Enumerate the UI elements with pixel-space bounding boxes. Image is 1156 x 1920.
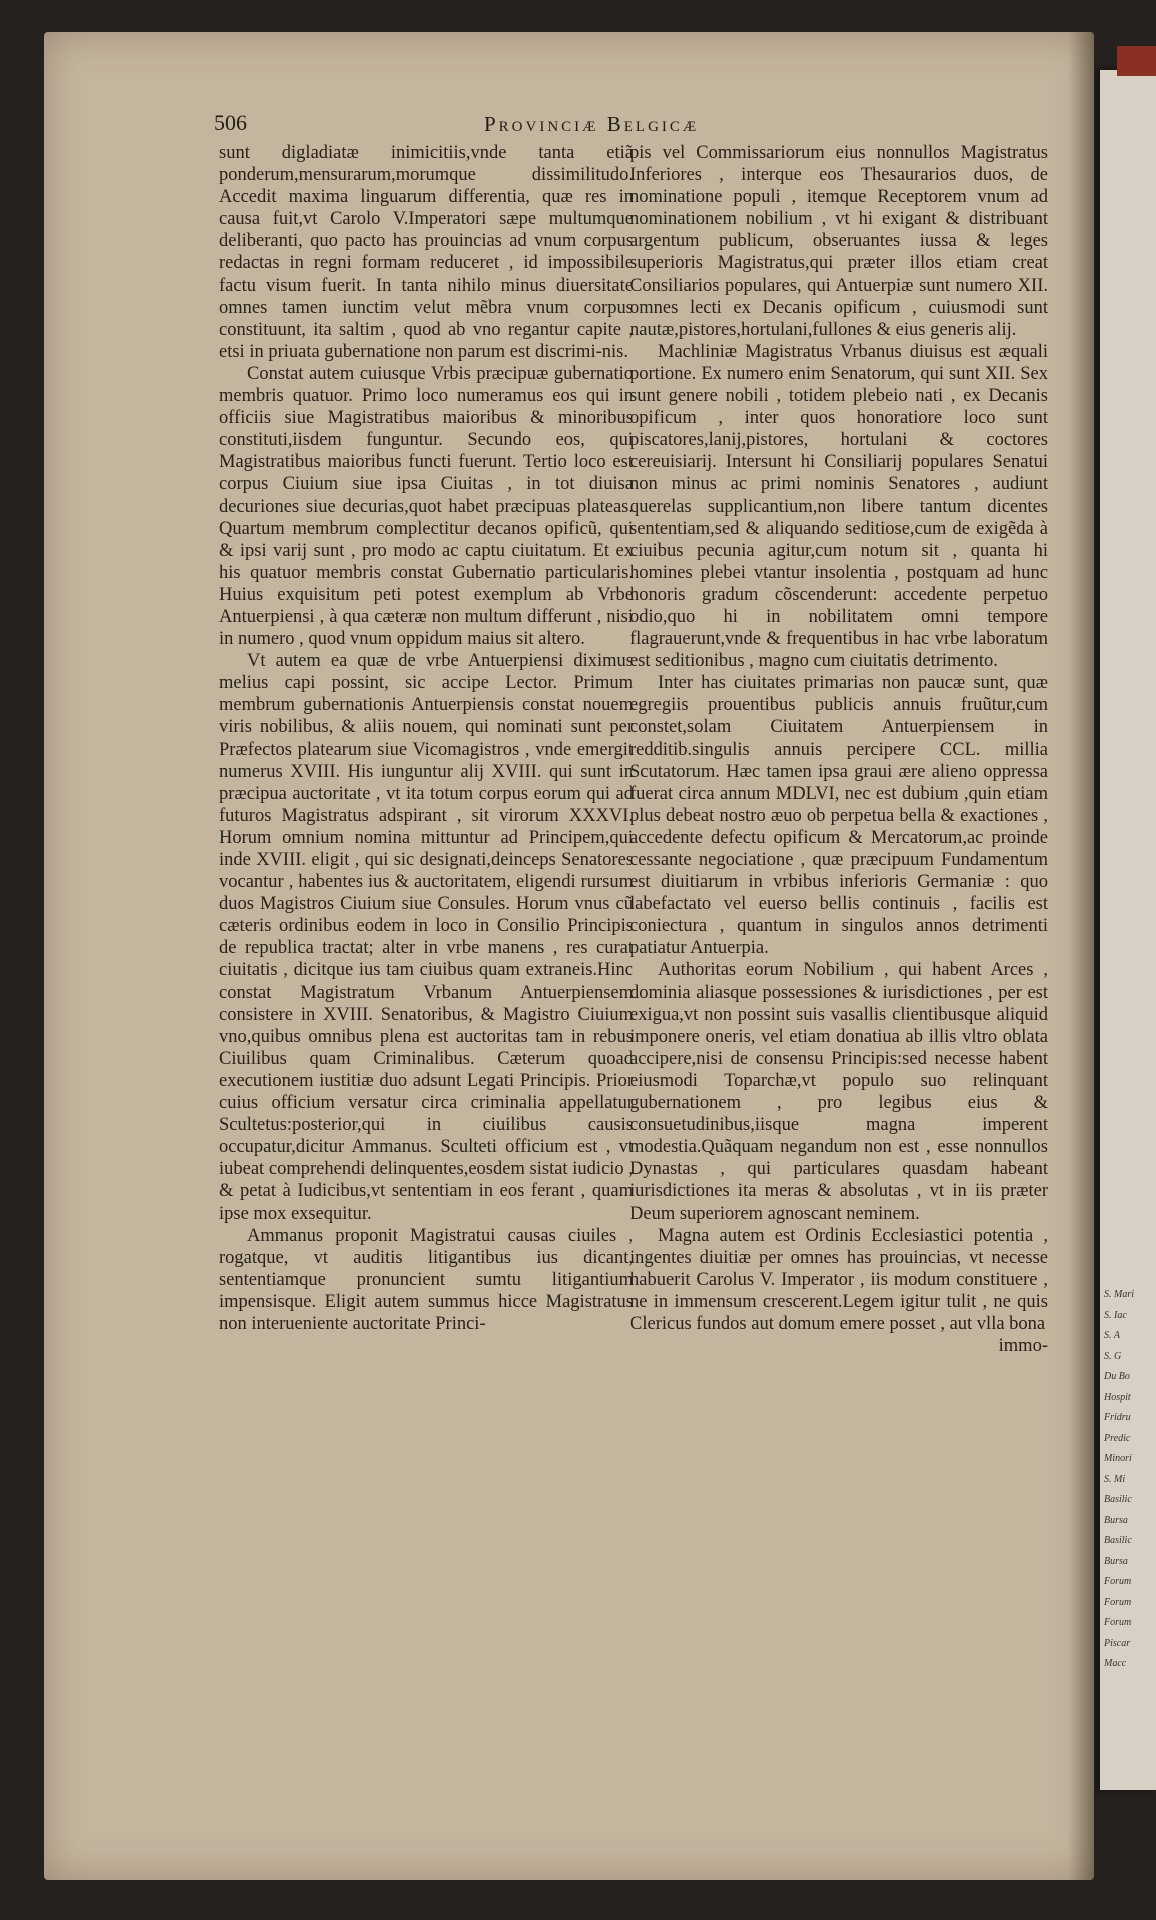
paragraph: Inter has ciuitates primarias non paucæ sunt, quæ egregiis prouentibus publicis annuis fruũtur,cum constet,solam Ciuitatem Antuerpiensem in redditib.singulis annuis percipere CCL. millia Scutatorum. Hæc tamen ipsa graui ære alieno oppressa fuerat circa annum MDLVI, nec est dubium ,quin etiam plus debeat nostro æuo ob perpetua bella & exactiones , accedente defectu opificum & Mercatorum,ac proinde cessante negociatione , quæ præcipuum Fundamentum est diuitiarum in vrbibus inferioris Germaniæ : quo labefactato vel euerso bellis continuis , facilis est coniectura , quantum in singulos annos detrimenti patiatur Antuerpia. [630,673,1048,959]
paragraph: Constat autem cuiusque Vrbis præcipuæ gubernatio membris quatuor. Primo loco numeramus eos qui in officiis siue Magistratibus maioribus & minoribus constituti,iisdem funguntur. Secundo eos, qui Magistratibus maioribus functi fuerunt. Tertio loco est corpus Ciuium siue ipsa Ciuitas , in tot diuisa decuriones siue decurias,quot habet præcipuas plateas. Quartum membrum complectitur decanos opificũ, qui & ipsi varij sunt , pro modo ac captu ciuitatum. Et ex his quatuor membris constat Gubernatio particularis. Huius exquisitum peti potest exemplum ab Vrbe Antuerpiensi , à qua cæteræ non multum differunt , nisi in numero , quod vnum oppidum maius sit altero. [219,363,633,650]
margin-note: S. Mi [1104,1473,1126,1485]
margin-note: Forum [1104,1596,1132,1608]
paragraph: pis vel Commissariorum eius nonnullos Magistratus Inferiores , interque eos Thesaurarios duos, de nominatione populi , itemque Receptorem vnum ad nominationem nobilium , vt hi exigant & distribuant argentum publicum, obseruantes iussa & leges superioris Magistratus,qui præter illos etiam creat Consiliarios populares, qui Antuerpiæ sunt numero XII. omnes lecti ex Decanis opificum , cuiusmodi sunt nautæ,pistores,hortulani,fullones & eius generis alij. [630,143,1048,340]
paragraph: Magna autem est Ordinis Ecclesiastici potentia , ingentes diuitiæ per omnes has prouincias, vt necesse habuerit Carolus V. Imperator , iis modum constituere , ne in immensum crescerent.Legem igitur tulit , ne quis Clericus fundos aut domum emere posset , aut vlla bona [630,1225,1048,1334]
paragraph: Vt autem ea quæ de vrbe Antuerpiensi diximus melius capi possint, sic accipe Lector. Primum membrum gubernationis Antuerpiensis constat nouem viris nobilibus, & aliis nouem, qui nominati sunt per Præfectos platearum siue Vicomagistros , vnde emergit numerus XVIII. His iunguntur alij XVIII. qui sunt in præcipua auctoritate , vt ita totum corpus eorum qui ad futuros Magistratus adspirant , sit virorum XXXVI. Horum omnium nomina mittuntur ad Principem,qui inde XVIII. eligit , qui sic designati,deinceps Senatores vocantur , habentes ius & auctoritatem, eligendi rursum duos Magistros Ciuium siue Consules. Horum vnus cũ cæteris ordinibus eodem in loco in Consilio Principis de republica tractat; alter in vrbe manens , res curat ciuitatis , dicitque ius tam ciuibus quam extraneis.Hinc constat Magistratum Vrbanum Antuerpiensem consistere in XVIII. Senatoribus, & Magistro Ciuium vno,quibus omnibus plena est auctoritas tam in rebus Ciuilibus quam Criminalibus. Cæterum quoad executionem iustitiæ duo adsunt Legati Principis. Prior cuius officium versatur circa criminalia appellatur Scultetus:posterior,qui in ciuilibus causis occupatur,dicitur Ammanus. Sculteti officium est , vt iubeat comprehendi delinquentes,eosdem sistat iudicio , & petat à Iudicibus,vt sententiam in eos ferant , quam ipse mox exsequitur. [219,651,633,1224]
margin-note: Hospit [1104,1391,1131,1403]
margin-note: Macc [1104,1658,1127,1669]
paragraph: Machliniæ Magistratus Vrbanus diuisus est æquali portione. Ex numero enim Senatorum, qui sunt XII. Sex sunt genere nobili , totidem plebeio nati , ex Decanis opificum , inter quos honoratiore loco sunt piscatores,lanij,pistores, hortulani & coctores cereuisiarij. Intersunt hi Consiliarij populares Senatui non minus ac primi nominis Senatores , audiunt querelas supplicantium,non libere tantum dicentes sententiam,sed & aliquando seditiose,cum de exigẽda à ciuibus pecunia agitur,cum notum sit , quanta hi homines plebei vtantur insolentia , postquam ad hunc honoris gradum cõscenderunt: accedente perpetuo odio,quo hi in nobilitatem omni tempore flagrauerunt,vnde & frequentibus in hac vrbe laboratum est seditionibus , magno cum ciuitatis detrimento. [630,341,1048,672]
paragraph: Authoritas eorum Nobilium , qui habent Arces , dominia aliasque possessiones & iurisdictiones , per est exigua,vt non possint suis vasallis clientibusque aliquid imponere oneris, vel etiam donatiua ab illis vltro oblata accipere,nisi de consensu Principis:sed necesse habent eiusmodi Toparchæ,vt populo suo relinquant gubernationem , pro legibus eius & consuetudinibus,iisque magna imperent modestia.Quãquam negandum non est , esse nonnullos Dynastas , qui particulares quasdam habeant iurisdictiones ita meras & absolutas , vt in iis præter Deum superiorem agnoscant neminem. [630,960,1048,1224]
margin-note: Du Bo [1104,1371,1130,1382]
margin-note: S. Iac [1104,1309,1127,1321]
right-column [630,142,1048,1357]
running-title: Provinciæ Belgicæ [484,112,700,136]
margin-note: S. G [1104,1350,1122,1362]
margin-note: Basilic [1104,1535,1132,1546]
margin-note: Piscar [1104,1637,1131,1649]
margin-note: Forum [1104,1617,1132,1628]
margin-note: S. A [1104,1330,1120,1341]
margin-note: Predic [1104,1432,1131,1444]
page-header [214,110,1054,142]
margin-note: Bursa [1104,1514,1128,1526]
margin-note: Basilic [1104,1494,1132,1505]
paragraph: sunt digladiatæ inimicitiis,vnde tanta etiã ponderum,mensurarum,morumque dissimilitudo. Accedit maxima linguarum differentia, quæ res in causa fuit,vt Carolo V.Imperatori sæpe multumque deliberanti, quo pacto has prouincias ad vnum corpus redactas in regni formam reduceret , id impossibile factu visum fuerit. In tanta nihilo minus diuersitate omnes tamen iunctim velut mẽbra vnum corpus constituunt, ita saltim , quod ab vno regantur capite , etsi in priuata gubernatione non parum est discrimi-nis. [219,143,633,362]
ribbon-edge [1117,46,1156,76]
margin-note: Minori [1104,1453,1132,1464]
page-gutter-shadow [1068,32,1094,1880]
catchword: immo- [998,1336,1048,1357]
margin-note: Bursa [1104,1555,1128,1567]
adjacent-page-margin-notes [1104,1285,1156,1675]
left-column [219,142,633,1335]
page-number: 506 [214,110,247,135]
margin-note: Forum [1104,1576,1132,1587]
margin-note: Fridru [1104,1412,1131,1423]
adjacent-page [1100,70,1156,1790]
paragraph: Ammanus proponit Magistratui causas ciuiles , rogatque, vt auditis litigantibus ius dicant, sententiamque pronuncient sumtu litigantium impensisque. Eligit autem summus hicce Magistratus non interueniente auctoritate Princi- [219,1225,633,1334]
margin-note: S. Mari [1104,1289,1134,1300]
